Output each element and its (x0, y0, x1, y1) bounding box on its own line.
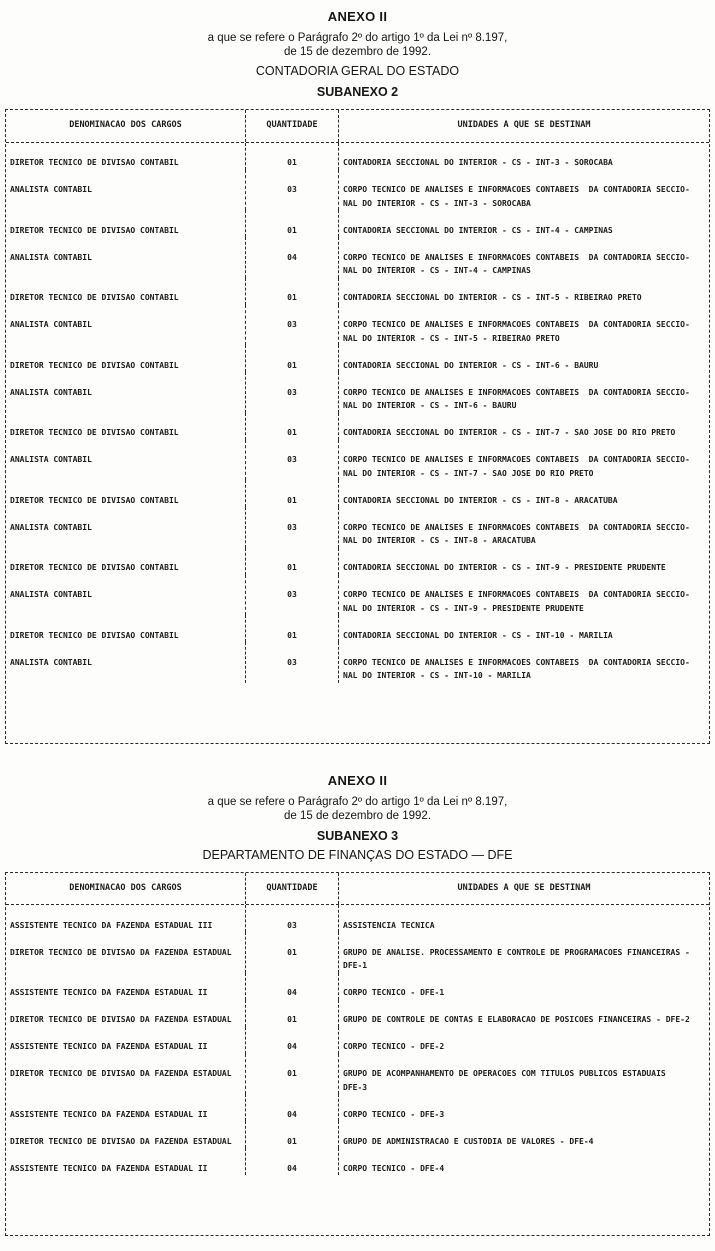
unidade-line: CORPO TECNICO - DFE-2 (343, 1042, 445, 1051)
table-row (6, 615, 709, 642)
unidade-line: CORPO TECNICO DE ANALISES E INFORMACOES CONTABEIS DA CONTADORIA SECCIO- (343, 455, 690, 464)
cargo-cell: DIRETOR TECNICO DE DIVISAO CONTABIL (6, 413, 246, 440)
table-row (6, 575, 709, 616)
quantidade-cell: 01 (246, 480, 339, 507)
anexo-title: ANEXO II (327, 772, 388, 788)
table-row (6, 372, 709, 413)
cargo-cell: DIRETOR TECNICO DE DIVISAO CONTABIL (6, 615, 246, 642)
table-header-row (6, 873, 709, 906)
unidade-line: CONTADORIA SECCIONAL DO INTERIOR - CS - INT-8 - ARACATUBA (343, 495, 618, 505)
table-row (6, 973, 709, 1000)
unidade-line: CONTADORIA SECCIONAL DO INTERIOR - CS - INT-6 - BAURU (343, 360, 599, 370)
unidade-cell (339, 932, 709, 973)
unidade-cell (339, 170, 709, 211)
quantidade-cell: 01 (246, 615, 339, 642)
unidade-line: NAL DO INTERIOR - CS - INT-4 - CAMPINAS (343, 266, 531, 275)
unidade-cell (339, 372, 709, 413)
cargo-cell: DIRETOR TECNICO DE DIVISAO CONTABIL (6, 210, 246, 237)
unidade-cell (339, 143, 709, 170)
table-body (6, 905, 709, 1175)
unidade-line: CONTADORIA SECCIONAL DO INTERIOR - CS - INT-9 - PRESIDENTE PRUDENTE (343, 563, 666, 572)
unidade-line: DFE-3 (343, 1082, 368, 1092)
unidade-line: NAL DO INTERIOR - CS - INT-9 - PRESIDENTE PRUDENTE (343, 603, 584, 613)
cargo-cell: ANALISTA CONTABIL (6, 440, 246, 481)
unidade-cell (339, 973, 709, 1000)
unidade-cell (339, 575, 709, 616)
unidade-line: CORPO TECNICO DE ANALISES E INFORMACOES CONTABEIS DA CONTADORIA SECCIO- (343, 320, 690, 329)
cargo-cell: DIRETOR TECNICO DE DIVISAO DA FAZENDA ESTADUAL (6, 1054, 246, 1095)
unidade-line: CORPO TECNICO DE ANALISES E INFORMACOES CONTABEIS DA CONTADORIA SECCIO- (343, 657, 690, 667)
quantidade-cell: 03 (246, 575, 339, 616)
unidade-line: CORPO TECNICO - DFE-3 (343, 1109, 445, 1119)
cargo-cell: ANALISTA CONTABIL (6, 372, 246, 413)
cargo-cell: ASSISTENTE TECNICO DA FAZENDA ESTADUAL II (6, 1027, 246, 1054)
unidade-cell (339, 615, 709, 642)
unidade-cell (339, 210, 709, 237)
subanexo2-table (5, 109, 710, 744)
table-row (6, 237, 709, 278)
table-row (6, 1121, 709, 1148)
table-empty-space (6, 1175, 709, 1235)
anexo-title: ANEXO II (327, 9, 388, 24)
cargo-cell: DIRETOR TECNICO DE DIVISAO CONTABIL (6, 143, 246, 170)
unidade-line: CORPO TECNICO DE ANALISES E INFORMACOES CONTABEIS DA CONTADORIA SECCIO- (343, 590, 690, 599)
table-row (6, 548, 709, 575)
unidade-cell (339, 1094, 709, 1121)
quantidade-cell: 01 (246, 1121, 339, 1148)
unidade-line: NAL DO INTERIOR - CS - INT-5 - RIBEIRAO PRETO (343, 333, 560, 343)
quantidade-cell: 04 (246, 237, 339, 278)
table-body (6, 143, 709, 683)
unidade-line: DFE-1 (343, 961, 368, 970)
unidade-line: CORPO TECNICO - DFE-4 (343, 1163, 445, 1173)
table-row (6, 1027, 709, 1054)
quantidade-cell: 01 (246, 278, 339, 305)
table-row (6, 1000, 709, 1027)
cargo-cell: DIRETOR TECNICO DE DIVISAO CONTABIL (6, 548, 246, 575)
quantidade-cell: 01 (246, 413, 339, 440)
unidade-line: NAL DO INTERIOR - CS - INT-6 - BAURU (343, 401, 517, 410)
table-header-row (6, 110, 709, 143)
section2-header (0, 773, 715, 862)
unidade-cell (339, 345, 709, 372)
table-row (6, 440, 709, 481)
org-title: DEPARTAMENTO DE FINANÇAS DO ESTADO — DFE (202, 847, 513, 862)
quantidade-cell: 04 (246, 973, 339, 1000)
unidade-cell (339, 905, 709, 932)
quantidade-cell: 03 (246, 305, 339, 346)
section1-header (0, 0, 715, 99)
cargo-cell: DIRETOR TECNICO DE DIVISAO DA FAZENDA ESTADUAL (6, 1121, 246, 1148)
quantidade-cell: 01 (246, 143, 339, 170)
quantidade-cell: 01 (246, 210, 339, 237)
unidade-cell (339, 1054, 709, 1095)
unidade-cell (339, 1148, 709, 1175)
unidade-line: NAL DO INTERIOR - CS - INT-7 - SAO JOSE DO RIO PRETO (343, 468, 594, 478)
unidade-cell (339, 237, 709, 278)
cargo-cell: ASSISTENTE TECNICO DA FAZENDA ESTADUAL III (6, 905, 246, 932)
quantidade-cell: 04 (246, 1027, 339, 1054)
unidade-cell (339, 413, 709, 440)
column-header-quantidade: QUANTIDADE (246, 110, 339, 142)
column-header-quantidade: QUANTIDADE (246, 873, 339, 905)
unidade-line: CONTADORIA SECCIONAL DO INTERIOR - CS - INT-10 - MARILIA (343, 630, 613, 640)
unidade-line: CORPO TECNICO DE ANALISES E INFORMACOES CONTABEIS DA CONTADORIA SECCIO- (343, 387, 690, 397)
subanexo-title: SUBANEXO 2 (316, 85, 399, 99)
cargo-cell: ANALISTA CONTABIL (6, 507, 246, 548)
unidade-cell (339, 1000, 709, 1027)
unidade-line: GRUPO DE CONTROLE DE CONTAS E ELABORACAO DE POSICOES FINANCEIRAS - DFE-2 (343, 1015, 690, 1024)
table-row (6, 932, 709, 973)
table-row (6, 170, 709, 211)
unidade-line: ASSISTENCIA TECNICA (343, 920, 435, 930)
table-row (6, 413, 709, 440)
quantidade-cell: 03 (246, 372, 339, 413)
unidade-line: NAL DO INTERIOR - CS - INT-8 - ARACATUBA (343, 536, 536, 545)
table-row (6, 143, 709, 170)
quantidade-cell: 01 (246, 548, 339, 575)
unidade-line: NAL DO INTERIOR - CS - INT-3 - SOROCABA (343, 198, 531, 208)
unidade-line: CORPO TECNICO - DFE-1 (343, 988, 445, 997)
unidade-line: CORPO TECNICO DE ANALISES E INFORMACOES CONTABEIS DA CONTADORIA SECCIO- (343, 252, 690, 262)
unidade-cell (339, 1027, 709, 1054)
subanexo3-table (5, 872, 710, 1237)
unidade-line: CONTADORIA SECCIONAL DO INTERIOR - CS - INT-3 - SOROCABA (343, 158, 613, 167)
unidade-line: CONTADORIA SECCIONAL DO INTERIOR - CS - INT-7 - SAO JOSE DO RIO PRETO (343, 428, 676, 437)
cargo-cell: ANALISTA CONTABIL (6, 575, 246, 616)
cargo-cell: DIRETOR TECNICO DE DIVISAO CONTABIL (6, 480, 246, 507)
unidade-cell (339, 642, 709, 683)
cargo-cell: DIRETOR TECNICO DE DIVISAO DA FAZENDA ESTADUAL (6, 932, 246, 973)
cargo-cell: ASSISTENTE TECNICO DA FAZENDA ESTADUAL II (6, 973, 246, 1000)
column-header-unidades: UNIDADES A QUE SE DESTINAM (457, 882, 591, 893)
table-row (6, 642, 709, 683)
column-header-cargos: DENOMINACAO DOS CARGOS (6, 873, 246, 905)
table-row (6, 507, 709, 548)
table-row (6, 305, 709, 346)
unidade-line: NAL DO INTERIOR - CS - INT-10 - MARILIA (343, 671, 531, 680)
cargo-cell: DIRETOR TECNICO DE DIVISAO CONTABIL (6, 345, 246, 372)
table-row (6, 480, 709, 507)
unidade-cell (339, 440, 709, 481)
table-row (6, 278, 709, 305)
quantidade-cell: 01 (246, 345, 339, 372)
subanexo-title: SUBANEXO 3 (316, 828, 399, 843)
unidade-line: CORPO TECNICO DE ANALISES E INFORMACOES CONTABEIS DA CONTADORIA SECCIO- (343, 522, 690, 532)
column-header-cargos: DENOMINACAO DOS CARGOS (6, 110, 246, 142)
unidade-line: CONTADORIA SECCIONAL DO INTERIOR - CS - INT-4 - CAMPINAS (343, 225, 613, 235)
quantidade-cell: 04 (246, 1094, 339, 1121)
quantidade-cell: 03 (246, 440, 339, 481)
quantidade-cell: 01 (246, 1000, 339, 1027)
unidade-cell (339, 507, 709, 548)
table-row (6, 210, 709, 237)
cargo-cell: ASSISTENTE TECNICO DA FAZENDA ESTADUAL II (6, 1094, 246, 1121)
cargo-cell: ASSISTENTE TECNICO DA FAZENDA ESTADUAL II (6, 1148, 246, 1175)
table-row (6, 345, 709, 372)
cargo-cell: ANALISTA CONTABIL (6, 170, 246, 211)
anexo-subtitle-line2: de 15 de dezembro de 1992. (283, 46, 432, 58)
unidade-cell (339, 548, 709, 575)
unidade-line: CONTADORIA SECCIONAL DO INTERIOR - CS - INT-5 - RIBEIRAO PRETO (343, 293, 642, 302)
table-empty-space (6, 683, 709, 743)
anexo-subtitle-line2: de 15 de dezembro de 1992. (283, 809, 432, 822)
unidade-cell (339, 305, 709, 346)
unidade-line: GRUPO DE ADMINISTRACAO E CUSTODIA DE VALORES - DFE-4 (343, 1136, 594, 1146)
unidade-line: GRUPO DE ACOMPANHAMENTO DE OPERACOES COM TITULOS PUBLICOS ESTADUAIS (343, 1069, 666, 1078)
unidade-cell (339, 278, 709, 305)
anexo-subtitle-line1: a que se refere o Parágrafo 2º do artigo 1º da Lei nº 8.197, (207, 795, 508, 808)
quantidade-cell: 04 (246, 1148, 339, 1175)
cargo-cell: DIRETOR TECNICO DE DIVISAO DA FAZENDA ESTADUAL (6, 1000, 246, 1027)
cargo-cell: ANALISTA CONTABIL (6, 642, 246, 683)
org-title: CONTADORIA GERAL DO ESTADO (255, 64, 460, 78)
unidade-line: GRUPO DE ANALISE. PROCESSAMENTO E CONTROLE DE PROGRAMACOES FINANCEIRAS - (343, 947, 690, 957)
quantidade-cell: 03 (246, 170, 339, 211)
cargo-cell: ANALISTA CONTABIL (6, 237, 246, 278)
quantidade-cell: 03 (246, 905, 339, 932)
table-row (6, 905, 709, 932)
quantidade-cell: 03 (246, 507, 339, 548)
cargo-cell: DIRETOR TECNICO DE DIVISAO CONTABIL (6, 278, 246, 305)
unidade-cell (339, 480, 709, 507)
quantidade-cell: 01 (246, 932, 339, 973)
table-row (6, 1094, 709, 1121)
unidade-cell (339, 1121, 709, 1148)
anexo-subtitle-line1: a que se refere o Parágrafo 2º do artigo 1º da Lei nº 8.197, (207, 32, 508, 44)
quantidade-cell: 01 (246, 1054, 339, 1095)
table-row (6, 1054, 709, 1095)
column-header-unidades: UNIDADES A QUE SE DESTINAM (457, 120, 591, 130)
table-row (6, 1148, 709, 1175)
quantidade-cell: 03 (246, 642, 339, 683)
cargo-cell: ANALISTA CONTABIL (6, 305, 246, 346)
unidade-line: CORPO TECNICO DE ANALISES E INFORMACOES CONTABEIS DA CONTADORIA SECCIO- (343, 185, 690, 194)
